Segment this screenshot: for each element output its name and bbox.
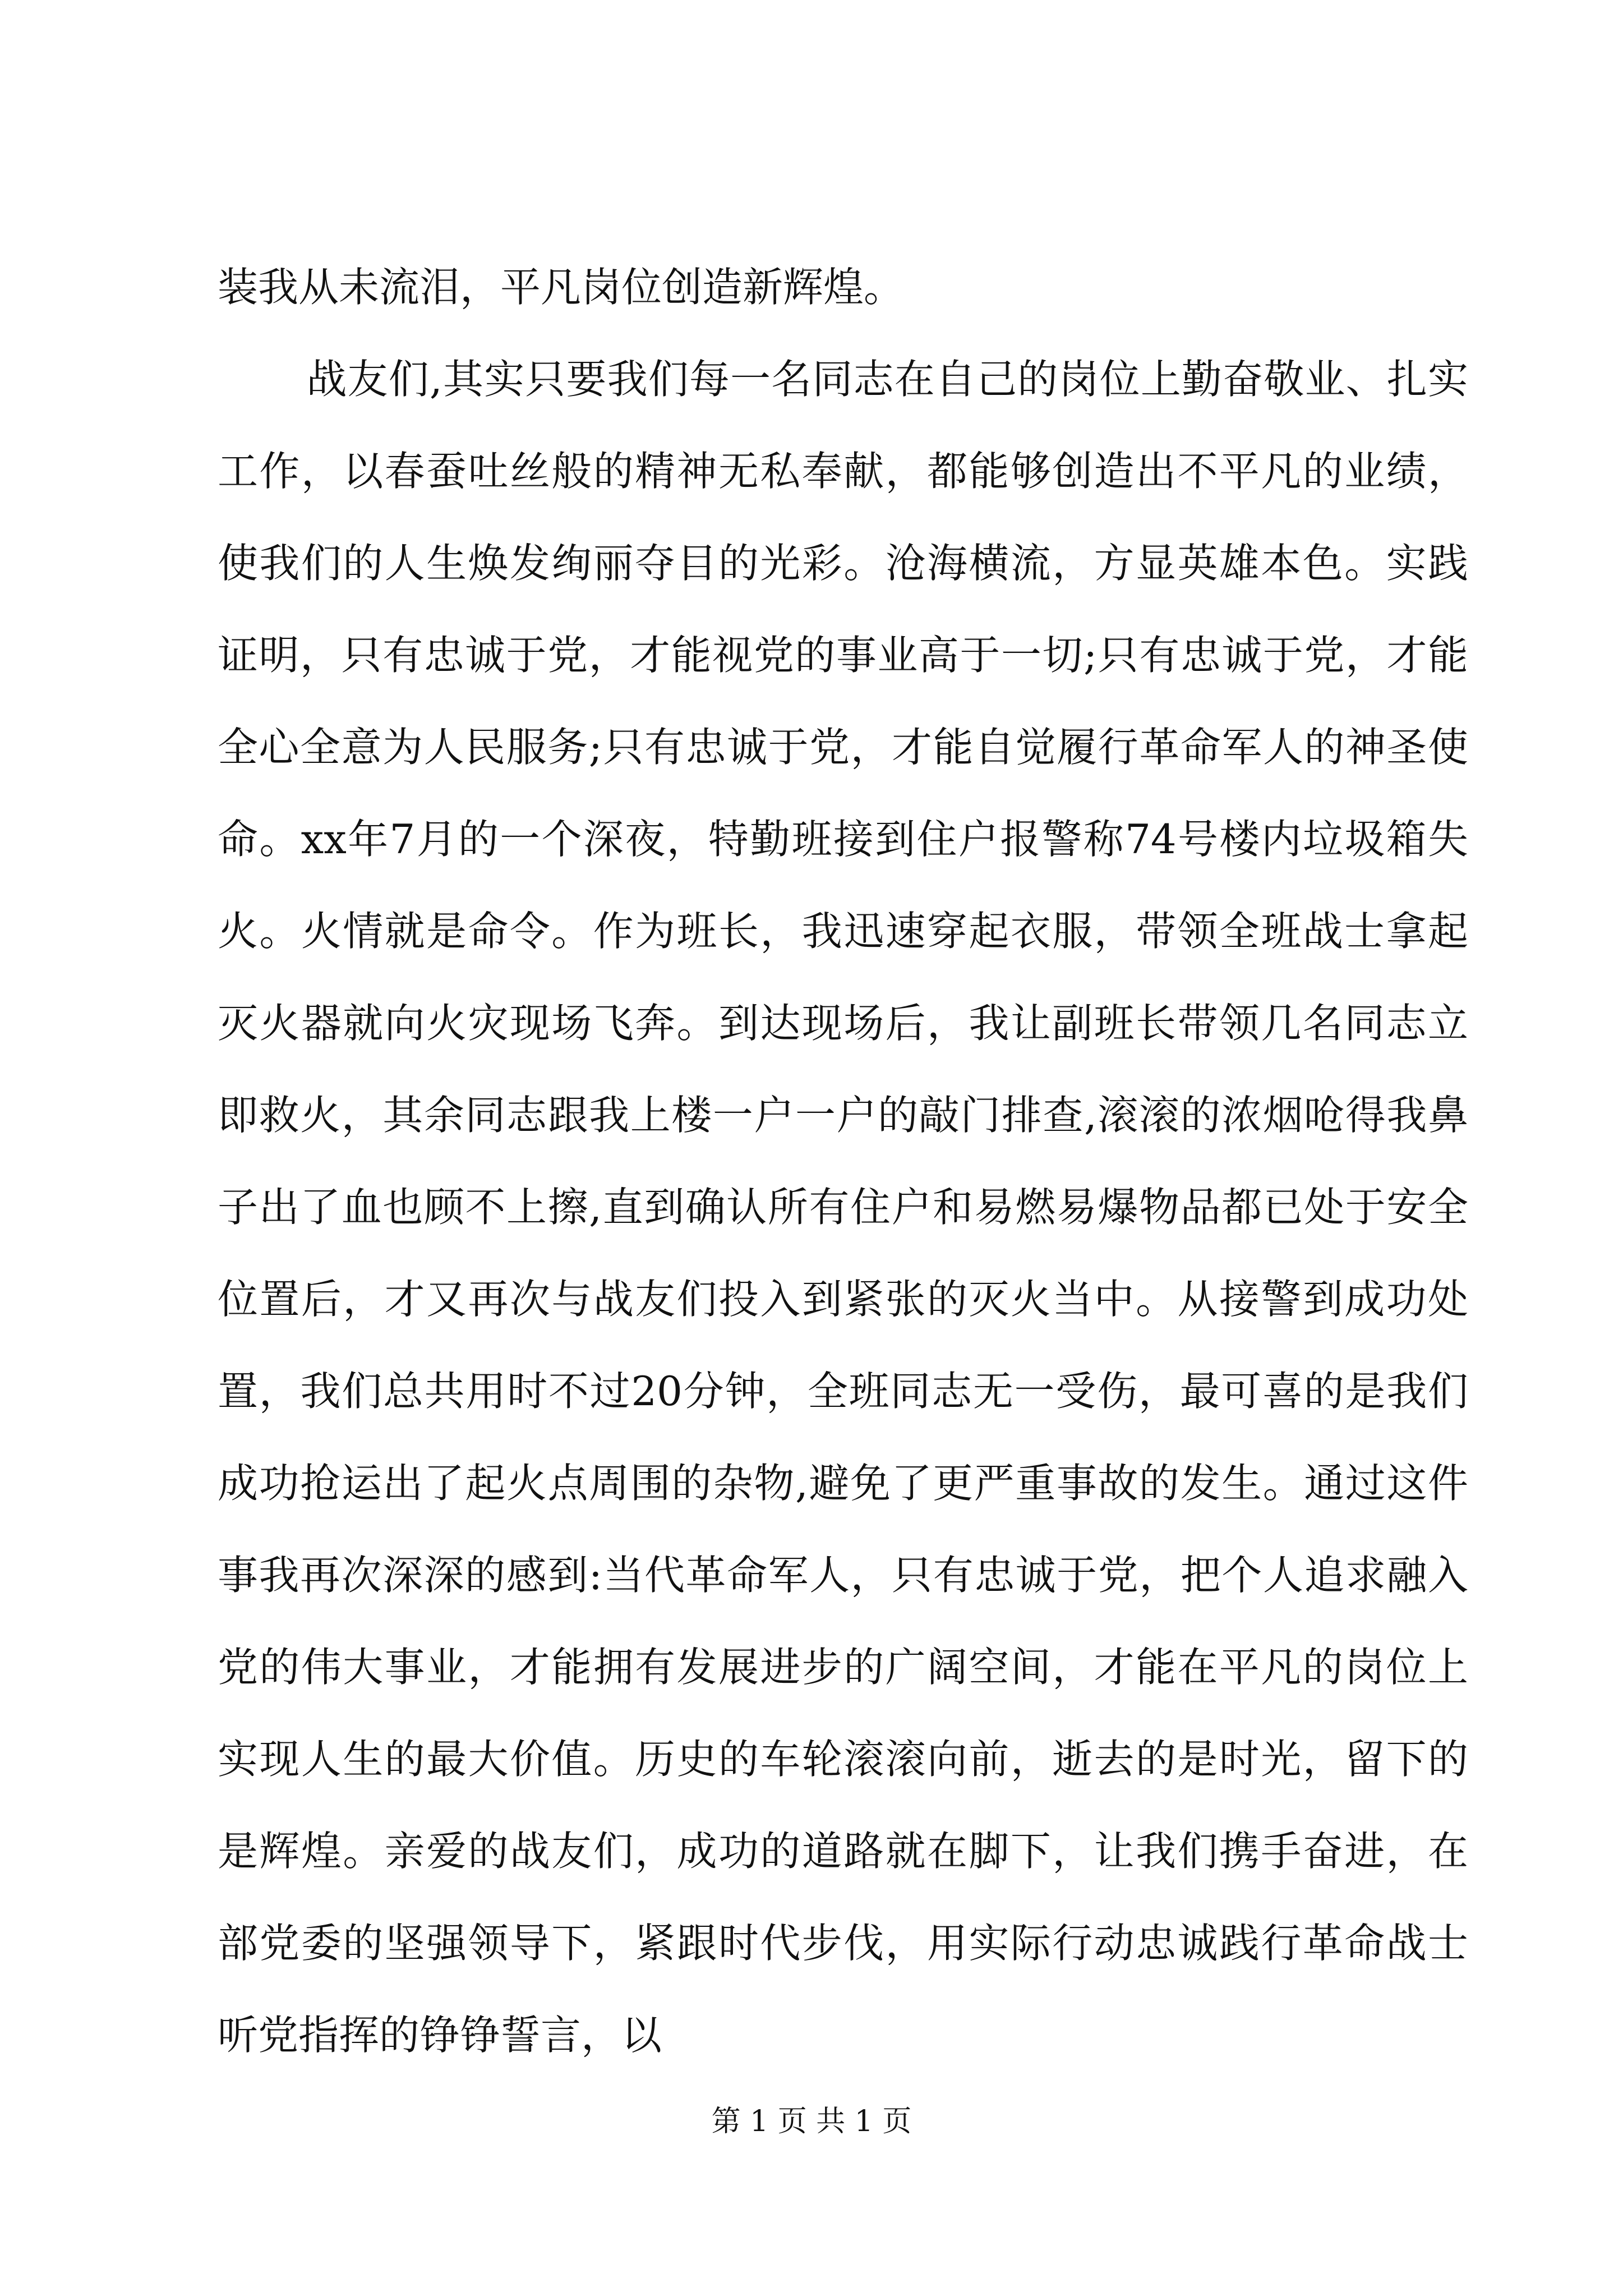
- paragraph-continuation: 装我从未流泪，平凡岗位创造新辉煌。: [218, 264, 905, 311]
- page-footer: 第 1 页 共 1 页: [711, 2105, 912, 2138]
- paragraph-main: 战友们,其实只要我们每一名同志在自己的岗位上勤奋敬业、扎实工作，以春蚕吐丝般的精神无私奉献，都能够创造出不平凡的业绩，使我们的人生焕发绚丽夺目的光彩。沧海横流，方显英雄本色。实践证明，只有忠诚于党，才能视党的事业高于一切;只有忠诚于党，才能全心全意为人民服务;只有忠诚于党，才能自觉履行革命军人的神圣使命。xx年7月的一个深夜，特勤班接到住户报警称74号楼内垃圾箱失火。火情就是命令。作为班长，我迅速穿起衣服，带领全班战士拿起灭火器就向火灾现场飞奔。到达现场后，我让副班长带领几名同志立即救火，其余同志跟我上楼一户一户的敲门排查,滚滚的浓烟呛得我鼻子出了血也顾不上擦,直到确认所有住户和易燃易爆物品都已处于安全位置后，才又再次与战友们投入到紧张的灭火当中。从接警到成功处置，我们总共用时不过20分钟，全班同志无一受伤，最可喜的是我们成功抢运出了起火点周围的杂物,避免了更严重事故的发生。通过这件事我再次深深的感到:当代革命军人，只有忠诚于党，把个人追求融入党的伟大事业，才能拥有发展进步的广阔空间，才能在平凡的岗位上实现人生的最大价值。历史的车轮滚滚向前，逝去的是时光，留下的是辉煌。亲爱的战友们，成功的道路就在脚下，让我们携手奋进，在部党委的坚强领导下，紧跟时代步伐，用实际行动忠诚践行革命战士听党指挥的铮铮誓言，以: [218, 356, 1468, 2059]
- document-body: [218, 241, 1468, 2081]
